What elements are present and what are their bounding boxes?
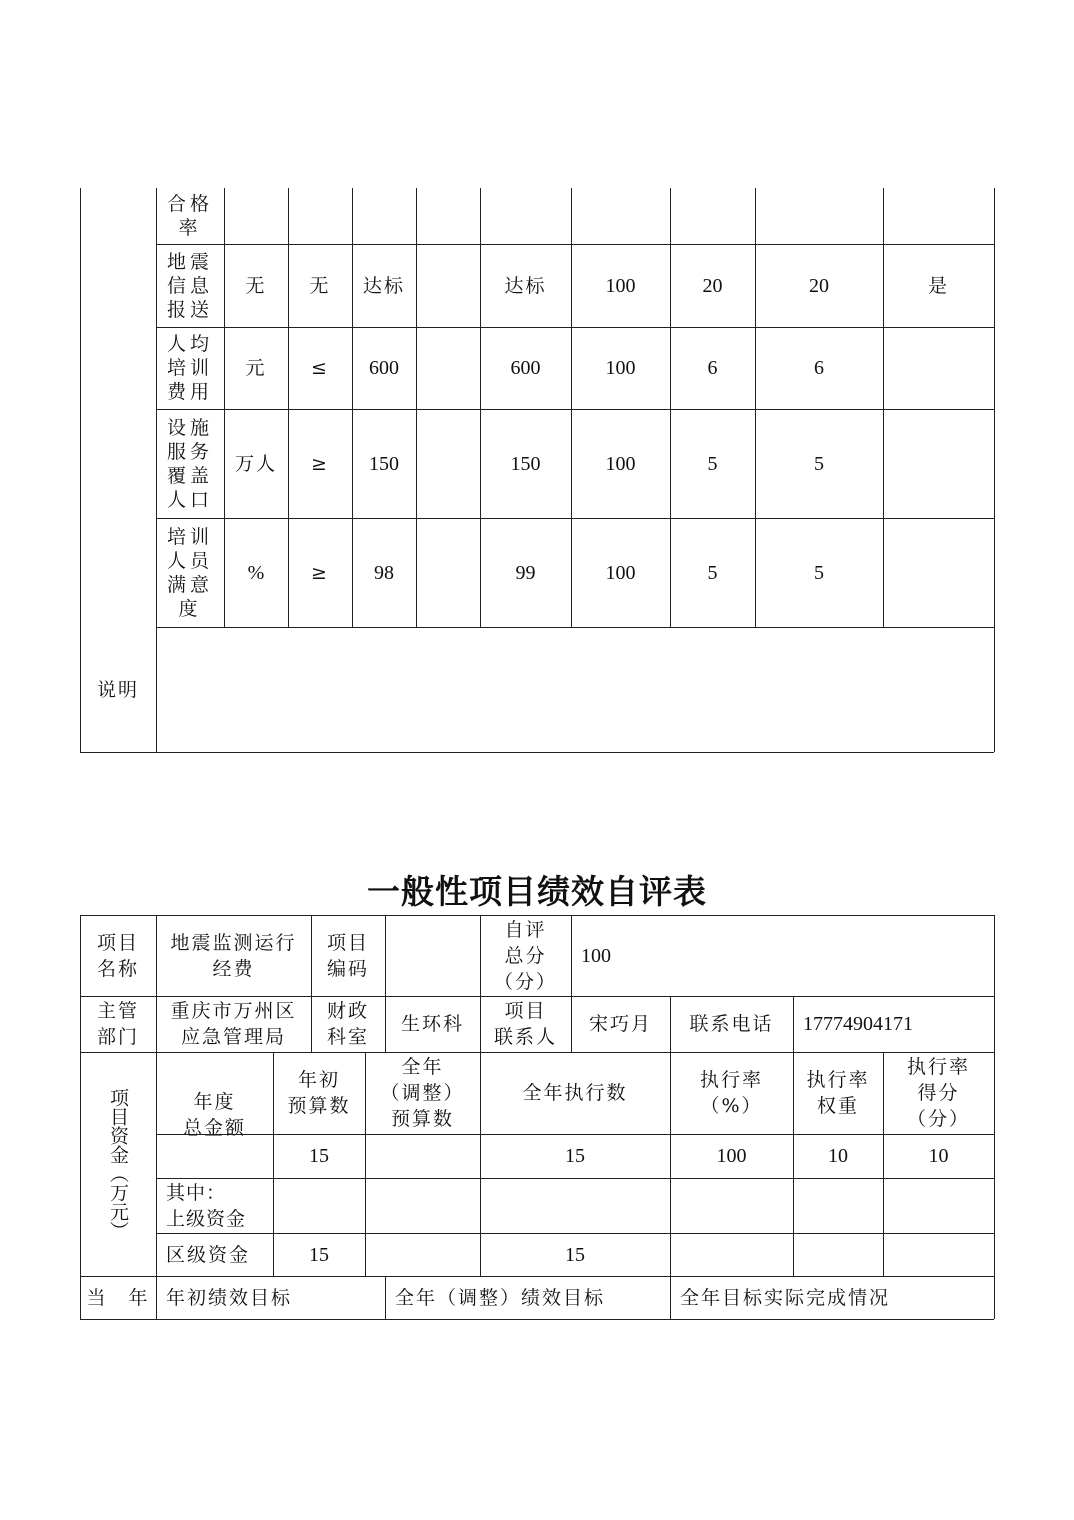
upper-cell-indicator: 合格 率: [166, 193, 213, 239]
upper-cell-met: [883, 327, 994, 409]
upper-cell-indicator: 人均 培训 费用: [166, 333, 213, 403]
self-score-value: 100: [581, 944, 611, 967]
upper-cell-weight: 20: [702, 274, 723, 297]
actual-completion-header: 全年目标实际完成情况: [680, 1286, 891, 1309]
upper-cell-unit: 无: [245, 274, 267, 297]
upper-cell-target: 98: [374, 561, 394, 584]
upper-cell-rate: [571, 188, 670, 244]
total-executed: 15: [565, 1145, 585, 1167]
district-executed: 15: [565, 1243, 585, 1266]
upper-cell-weight: [670, 188, 755, 244]
upper-cell-sign: ≥: [311, 561, 329, 584]
upper-cell-target: 150: [369, 452, 399, 475]
upper-cell-sign: [288, 188, 352, 244]
upper-cell-weight: 5: [707, 452, 718, 475]
upper-cell-actual: [480, 188, 571, 244]
district-funds-label: 区级资金: [166, 1243, 251, 1266]
initial-budget-header: 年初 预算数: [287, 1069, 351, 1117]
upper-cell-indicator: 设施 服务 覆盖 人口: [166, 416, 213, 511]
contact-value: 宋巧月: [588, 1013, 652, 1035]
adjusted-budget-header: 全年 （调整） 预算数: [380, 1056, 465, 1130]
phone-value: 17774904171: [803, 1013, 913, 1035]
note-value: [156, 628, 994, 752]
total-initial: 15: [309, 1145, 329, 1167]
exec-rate-header: 执行率 （%）: [699, 1069, 763, 1117]
upper-cell-score: 6: [814, 357, 824, 379]
upper-cell-score: 5: [814, 452, 824, 475]
upper-cell-weight: 6: [707, 357, 718, 379]
total-score: 10: [928, 1145, 949, 1167]
page-title: 一般性项目绩效自评表: [367, 872, 707, 911]
exec-weight-header: 执行率 权重: [806, 1069, 870, 1117]
project-name-label: 项目 名称: [96, 931, 139, 980]
upper-cell-met: [883, 409, 994, 518]
total-rate: 100: [716, 1145, 747, 1167]
upper-cell-indicator: 地震 信息 报送: [166, 250, 213, 321]
upper-cell-rate: 100: [605, 561, 636, 584]
upper-cell-weight: 5: [707, 561, 718, 584]
dept-value: 重庆市万州区 应急管理局: [170, 1000, 297, 1048]
upper-cell-rate: 100: [605, 357, 636, 379]
phone-label: 联系电话: [689, 1013, 774, 1035]
upper-cell-adjusted: [416, 409, 480, 518]
total-weight: 10: [828, 1145, 848, 1167]
upper-cell-actual: 150: [510, 452, 541, 475]
project-code-label: 项目 编码: [326, 931, 369, 980]
upper-cell-unit: [224, 188, 288, 244]
upper-cell-sign: ≥: [311, 452, 329, 475]
exec-score-header: 执行率 得分 （分）: [906, 1056, 970, 1130]
upper-cell-score: [755, 188, 883, 244]
upper-cell-target: [352, 188, 416, 244]
upper-cell-met: [883, 518, 994, 627]
annual-total-header: 年度 总金额: [182, 1091, 246, 1139]
project-name-value: 地震监测运行 经费: [170, 931, 297, 980]
project-code-value: [385, 915, 480, 996]
executed-header: 全年执行数: [522, 1082, 628, 1104]
upper-cell-unit: 元: [245, 357, 267, 379]
upper-cell-rate: 100: [605, 452, 636, 475]
upper-cell-adjusted: [416, 188, 480, 244]
upper-cell-actual: 99: [515, 561, 536, 584]
upper-funds-label: 其中： 上级资金: [166, 1181, 247, 1230]
upper-cell-actual: 达标: [504, 274, 547, 297]
upper-cell-unit: 万人: [234, 452, 277, 475]
upper-cell-target: 600: [369, 357, 399, 379]
total-adjusted: [365, 1134, 480, 1178]
upper-cell-score: 5: [814, 561, 824, 584]
upper-cell-sign: ≤: [311, 357, 329, 379]
upper-cell-met: [883, 188, 994, 244]
upper-cell-adjusted: [416, 518, 480, 627]
dept-label: 主管 部门: [96, 1000, 139, 1048]
upper-cell-score: 20: [809, 274, 829, 297]
self-score-label: 自评 总分 （分）: [493, 918, 557, 993]
upper-cell-indicator: 培训 人员 满意 度: [166, 525, 213, 620]
funds-label: [80, 1052, 156, 1276]
note-label: 说明: [96, 679, 139, 701]
upper-cell-unit: %: [247, 561, 265, 584]
upper-cell-rate: 100: [605, 274, 636, 297]
year-label: 当 年: [86, 1286, 150, 1309]
upper-cell-target: 达标: [362, 274, 405, 297]
finance-label: 财政 科室: [326, 1000, 369, 1048]
funds-label-text: 项目资金（万元）: [107, 1088, 129, 1240]
adjusted-goal-header: 全年（调整）绩效目标: [395, 1286, 606, 1309]
upper-cell-met: 是: [927, 274, 949, 297]
finance-value: 生环科: [400, 1013, 464, 1035]
upper-cell-adjusted: [416, 327, 480, 409]
upper-cell-adjusted: [416, 244, 480, 327]
district-initial: 15: [309, 1243, 329, 1266]
initial-goal-header: 年初绩效目标: [166, 1286, 293, 1309]
upper-cell-sign: 无: [309, 274, 331, 297]
contact-label: 项目 联系人: [493, 1000, 557, 1048]
upper-cell-actual: 600: [510, 357, 541, 379]
